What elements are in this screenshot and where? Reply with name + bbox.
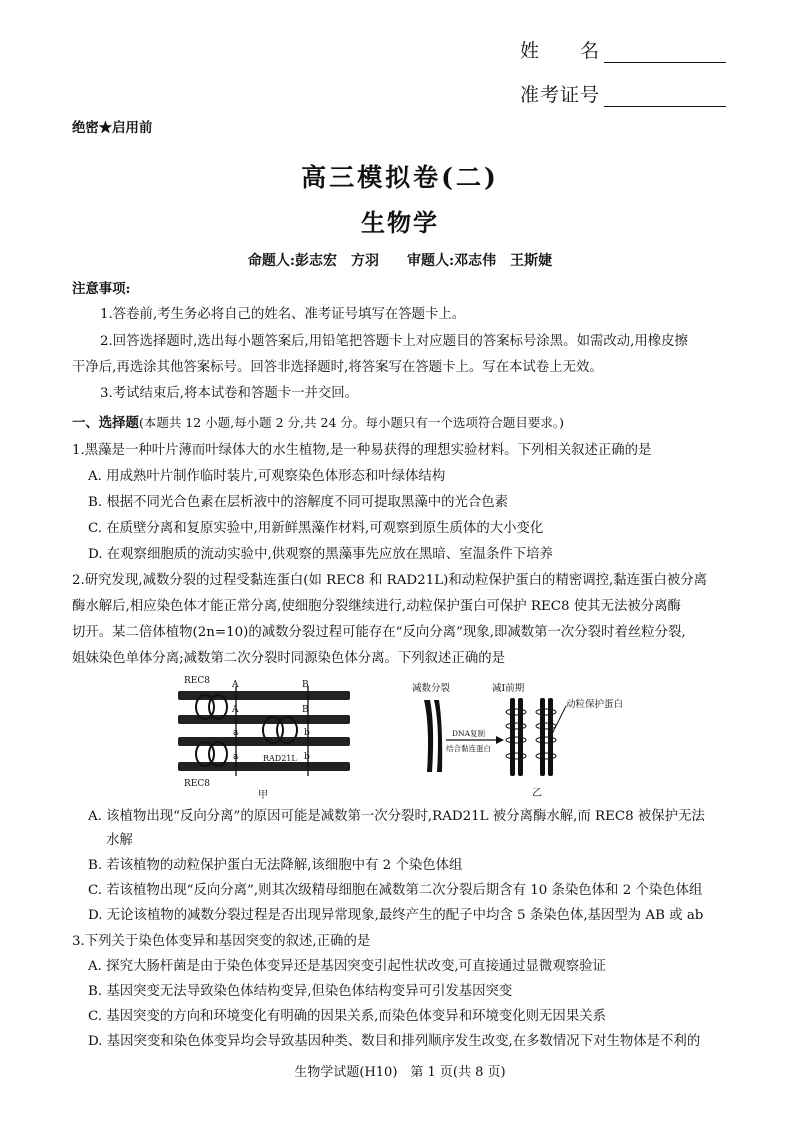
- q1-option-c: C. 在质壁分离和复原实验中,用新鲜黑藻作材料,可观察到原生质体的大小变化: [88, 521, 544, 536]
- notice-item-3: 3.考试结束后,将本试卷和答题卡一并交回。: [100, 386, 359, 401]
- page-footer: 生物学试题(H10) 第 1 页(共 8 页): [294, 1065, 506, 1080]
- notice-item-2b: 干净后,再选涂其他答案标号。回答非选择题时,将答案写在答题卡上。写在本试卷上无效。: [72, 360, 603, 375]
- q2-option-a-line1: A. 该植物出现“反向分离”的原因可能是减数第一次分裂时,RAD21L 被分离酶水解,而 REC8 被保护无法: [88, 809, 705, 824]
- exam-number-blank: [604, 84, 726, 107]
- section-title: 一、选择题: [72, 415, 139, 431]
- q1-option-a: A. 用成熟叶片制作临时装片,可观察染色体形态和叶绿体结构: [88, 469, 446, 484]
- subject-title: 生物学: [361, 208, 439, 237]
- label-rad21l: RAD21L: [263, 754, 297, 763]
- figure-jia: [170, 672, 360, 802]
- label-b1: b: [304, 728, 310, 738]
- label-b2: b: [304, 752, 310, 762]
- label-a2: a: [233, 752, 239, 762]
- q2-option-c: C. 若该植物出现“反向分离”,则其次级精母细胞在减数第二次分裂后期含有 10 条染色体和 2 个染色体组: [88, 883, 703, 898]
- q2-stem-line2: 酶水解后,相应染色体才能正常分离,使细胞分裂继续进行,动粒保护蛋白可保护 REC8 使其无法被分离酶: [72, 599, 681, 614]
- label-B2: B: [302, 705, 309, 715]
- q2-option-d: D. 无论该植物的减数分裂过程是否出现异常现象,最终产生的配子中均含 5 条染色体,基因型为 AB 或 ab: [88, 908, 704, 923]
- q3-option-a: A. 探究大肠杆菌是由于染色体变异还是基因突变引起性状改变,可直接通过显微观察验证: [88, 959, 606, 974]
- label-bind-cohesin: 结合黏连蛋白: [446, 744, 491, 753]
- label-prophase: 减Ⅰ前期: [492, 683, 525, 694]
- chromosome-left-1: [424, 700, 433, 772]
- name-field: [520, 36, 726, 63]
- q1-stem: 1.黑藻是一种叶片薄而叶绿体大的水生植物,是一种易获得的理想实验材料。下列相关叙述正确的是: [72, 443, 652, 458]
- caption-jia: 甲: [258, 790, 268, 801]
- label-rec8-top: REC8: [184, 676, 210, 686]
- q2-stem-line4: 姐妹染色单体分离;减数第二次分裂时同源染色体分离。下列叙述正确的是: [72, 651, 506, 666]
- q3-option-b: B. 基因突变无法导致染色体结构变异,但染色体结构变异可引发基因突变: [88, 984, 513, 999]
- name-label: 姓 名: [520, 40, 601, 62]
- q3-option-d: D. 基因突变和染色体变异均会导致基因种类、数目和排列顺序发生改变,在多数情况下对生物体是不利的: [88, 1034, 701, 1049]
- label-protect-protein: 动粒保护蛋白: [566, 699, 624, 710]
- arrow-head: [496, 736, 504, 744]
- secret-mark: 绝密★启用前: [72, 120, 153, 136]
- exam-number-label: 准考证号: [520, 84, 601, 106]
- q1-option-b: B. 根据不同光合色素在层析液中的溶解度不同可提取黑藻中的光合色素: [88, 495, 509, 510]
- page-title: 高三模拟卷(二): [301, 163, 499, 192]
- chromosome-left-2: [434, 700, 442, 772]
- label-A2: A: [232, 705, 239, 715]
- label-meiosis: 减数分裂: [412, 683, 451, 694]
- label-A1: A: [232, 680, 239, 690]
- name-blank: [604, 40, 726, 63]
- q2-option-a-line2: 水解: [106, 833, 133, 848]
- exam-number-field: [520, 80, 726, 107]
- notice-heading: 注意事项:: [72, 281, 131, 297]
- caption-yi: 乙: [532, 788, 542, 799]
- authors-line: 命题人:彭志宏 方羽 审题人:邓志伟 王斯婕: [247, 253, 553, 269]
- notice-item-1: 1.答卷前,考生务必将自己的姓名、准考证号填写在答题卡上。: [100, 307, 466, 322]
- notice-item-2a: 2.回答选择题时,选出每小题答案后,用铅笔把答题卡上对应题目的答案标号涂黑。如需改动,用橡皮擦: [100, 334, 688, 349]
- label-rec8-bottom: REC8: [184, 779, 210, 789]
- q2-stem-line3: 切开。某二倍体植物(2n=10)的减数分裂过程可能存在“反向分离”现象,即减数第一次分裂时着丝粒分裂,: [72, 625, 686, 640]
- q2-stem-line1: 2.研究发现,减数分裂的过程受黏连蛋白(如 REC8 和 RAD21L)和动粒保护蛋白的精密调控,黏连蛋白被分离: [72, 573, 707, 588]
- figure-yi: [410, 676, 650, 800]
- label-B1: B: [302, 680, 309, 690]
- section-heading: [72, 412, 564, 434]
- q2-option-b: B. 若该植物的动粒保护蛋白无法降解,该细胞中有 2 个染色体组: [88, 858, 463, 873]
- q3-option-c: C. 基因突变的方向和环境变化有明确的因果关系,而染色体变异和环境变化则无因果关系: [88, 1009, 606, 1024]
- label-a1: a: [233, 728, 239, 738]
- q1-option-d: D. 在观察细胞质的流动实验中,供观察的黑藻事先应放在黑暗、室温条件下培养: [88, 547, 553, 562]
- label-dna-replication: DNA复制: [452, 729, 485, 738]
- q3-stem: 3.下列关于染色体变异和基因突变的叙述,正确的是: [72, 934, 371, 949]
- section-note: (本题共 12 小题,每小题 2 分,共 24 分。每小题只有一个选项符合题目要求。): [138, 415, 565, 430]
